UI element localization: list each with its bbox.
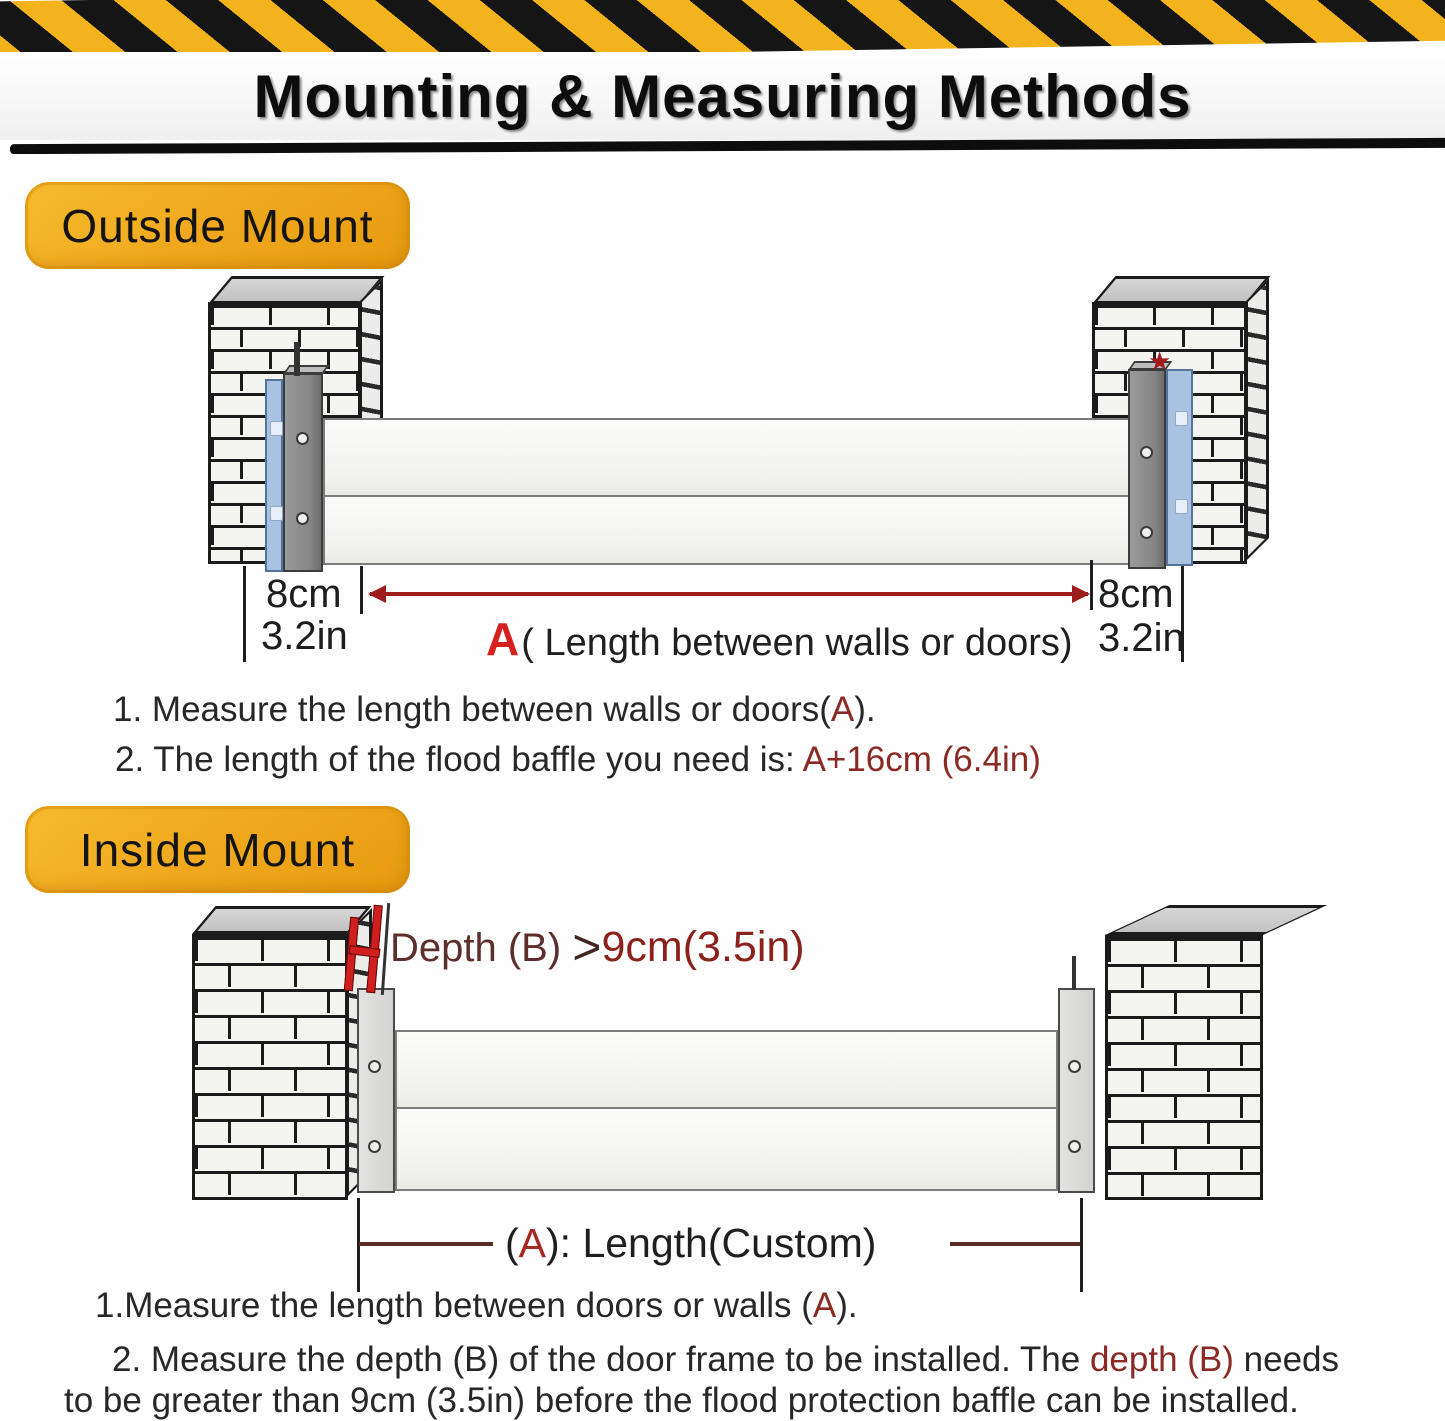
step-text: 2. The length of the flood baffle you need is:	[115, 740, 803, 779]
mounting-bracket-right	[1128, 369, 1166, 569]
step-text: ).	[836, 1286, 858, 1325]
screw-hole	[1068, 1140, 1081, 1153]
anchor-pin	[1072, 956, 1076, 990]
step-text: 1.Measure the length between doors or walls (	[95, 1286, 813, 1325]
door-frame-channel-left	[357, 988, 395, 1193]
flood-baffle-top-panel	[323, 418, 1131, 497]
title-band	[0, 52, 1445, 140]
step-highlight: A+16cm (6.4in)	[802, 740, 1041, 779]
dim-text-right-in: 3.2in	[1098, 616, 1185, 660]
dimension-arrow-A	[370, 592, 1088, 596]
dim-line-right	[950, 1242, 1080, 1246]
dim-letter-A: A	[486, 613, 520, 665]
step-text: ).	[854, 690, 876, 729]
dim-text-left-cm: 8cm	[266, 572, 342, 616]
brick-pillar-left	[192, 934, 348, 1200]
flood-baffle-bottom-panel	[395, 1107, 1058, 1191]
depth-bracket-edge-line	[381, 903, 390, 995]
dim-tick	[243, 566, 246, 662]
screw-hole	[296, 512, 309, 525]
dim-tick	[1090, 560, 1093, 610]
dim-tick	[360, 566, 363, 614]
screw-hole	[1068, 1060, 1081, 1073]
dimension-label-A	[486, 612, 1073, 666]
dim-text: ): Length(Custom)	[546, 1220, 877, 1266]
channel-hole	[270, 421, 283, 436]
brick-pillar-right-top	[1092, 276, 1270, 304]
dimension-label-A	[505, 1220, 876, 1267]
brick-pillar-left-top	[208, 276, 384, 304]
screw-hole	[296, 432, 309, 445]
step-text: 2. Measure the depth (B) of the door frame to be installed. The	[112, 1340, 1090, 1379]
channel-hole	[270, 506, 283, 521]
flood-baffle-bottom-panel	[323, 495, 1131, 565]
outside-step-1	[113, 690, 876, 730]
dim-label-text: ( Length between walls or doors)	[521, 622, 1073, 664]
inside-step-1	[95, 1286, 858, 1326]
header-divider	[10, 138, 1445, 154]
header-banner	[0, 0, 1445, 154]
dim-tick	[1080, 1198, 1083, 1292]
outside-step-2	[115, 740, 1041, 780]
brick-pillar-right-top	[1105, 905, 1327, 935]
screw-hole	[1140, 446, 1153, 459]
inside-step-2-line2	[64, 1381, 1299, 1421]
wall-channel-left	[265, 379, 283, 572]
page-title: Mounting & Measuring Methods	[253, 62, 1192, 130]
dim-letter-A: A	[518, 1220, 547, 1266]
channel-hole	[1175, 411, 1188, 426]
screw-hole	[368, 1060, 381, 1073]
step-text: 1. Measure the length between walls or doors(	[113, 690, 831, 729]
dim-text: (	[505, 1220, 519, 1266]
outside-mount-badge: Outside Mount	[25, 182, 410, 269]
anchor-pin	[294, 342, 300, 376]
wall-channel-right	[1166, 369, 1193, 566]
depth-annotation	[390, 918, 805, 976]
brick-pillar-right	[1105, 935, 1263, 1200]
screw-hole	[368, 1140, 381, 1153]
step-highlight: A	[830, 690, 855, 729]
step-text: needs	[1233, 1340, 1340, 1379]
step-highlight: A	[812, 1286, 837, 1325]
flood-baffle-top-panel	[395, 1030, 1058, 1109]
inside-step-2-line1	[112, 1340, 1339, 1380]
step-text: to be greater than 9cm (3.5in) before the flood protection baffle can be installed.	[64, 1381, 1299, 1420]
screw-hole	[1140, 526, 1153, 539]
dim-line-left	[359, 1242, 493, 1246]
channel-hole	[1175, 499, 1188, 514]
dim-text-right-cm: 8cm	[1098, 572, 1174, 616]
inside-mount-badge: Inside Mount	[25, 806, 410, 893]
greater-than-sign: >	[572, 919, 602, 975]
dim-text-left-in: 3.2in	[261, 614, 348, 658]
depth-value: 9cm(3.5in)	[601, 923, 805, 971]
depth-text: Depth (B)	[390, 926, 573, 970]
brick-pillar-left-top	[192, 906, 371, 934]
mounting-bracket-left	[283, 373, 323, 572]
red-star-icon: ★	[1148, 346, 1172, 376]
step-highlight: depth (B)	[1089, 1340, 1234, 1379]
door-frame-channel-right	[1058, 988, 1095, 1193]
brick-pillar-right-side	[1245, 278, 1269, 562]
